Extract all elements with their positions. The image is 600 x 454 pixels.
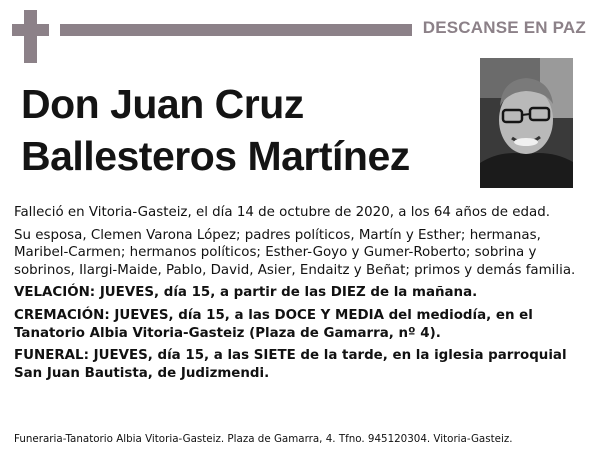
funeral-info: FUNERAL: JUEVES, día 15, a las SIETE de la tarde, en la iglesia parroquial San Juan Bautista, de Judizmendi.: [14, 348, 567, 381]
name-line-2: Ballesteros Martínez: [21, 133, 410, 179]
funeral-home-footer: Funeraria-Tanatorio Albia Vitoria-Gasteiz. Plaza de Gamarra, 4. Tfno. 945120304. Vitoria-Gasteiz.: [14, 433, 513, 445]
family-list: Su esposa, Clemen Varona López; padres políticos, Martín y Esther; hermanas, Maribel-Carmen; hermanos políticos; Esther-Goyo y Gumer-Roberto; sobrina y sobrinos, Ilargi-Maide, Pablo, David, Asier, Endaitz y Beñat; primos y demás familia.: [14, 227, 576, 278]
header-bar: [60, 24, 412, 36]
portrait-photo: [480, 58, 573, 188]
death-statement: Falleció en Vitoria-Gasteiz, el día 14 de octubre de 2020, a los 64 años de edad.: [14, 205, 550, 220]
name-line-1: Don Juan Cruz: [21, 81, 304, 127]
deceased-name: [21, 78, 471, 182]
cross-icon: [12, 10, 49, 63]
cremation-info: CREMACIÓN: JUEVES, día 15, a las DOCE Y MEDIA del mediodía, en el Tanatorio Albia Vitoria-Gasteiz (Plaza de Gamarra, nº 4).: [14, 307, 533, 341]
notice-body: [14, 204, 586, 387]
tagline: DESCANSE EN PAZ: [422, 18, 586, 37]
wake-info: VELACIÓN: JUEVES, día 15, a partir de las DIEZ de la mañana.: [14, 285, 478, 301]
